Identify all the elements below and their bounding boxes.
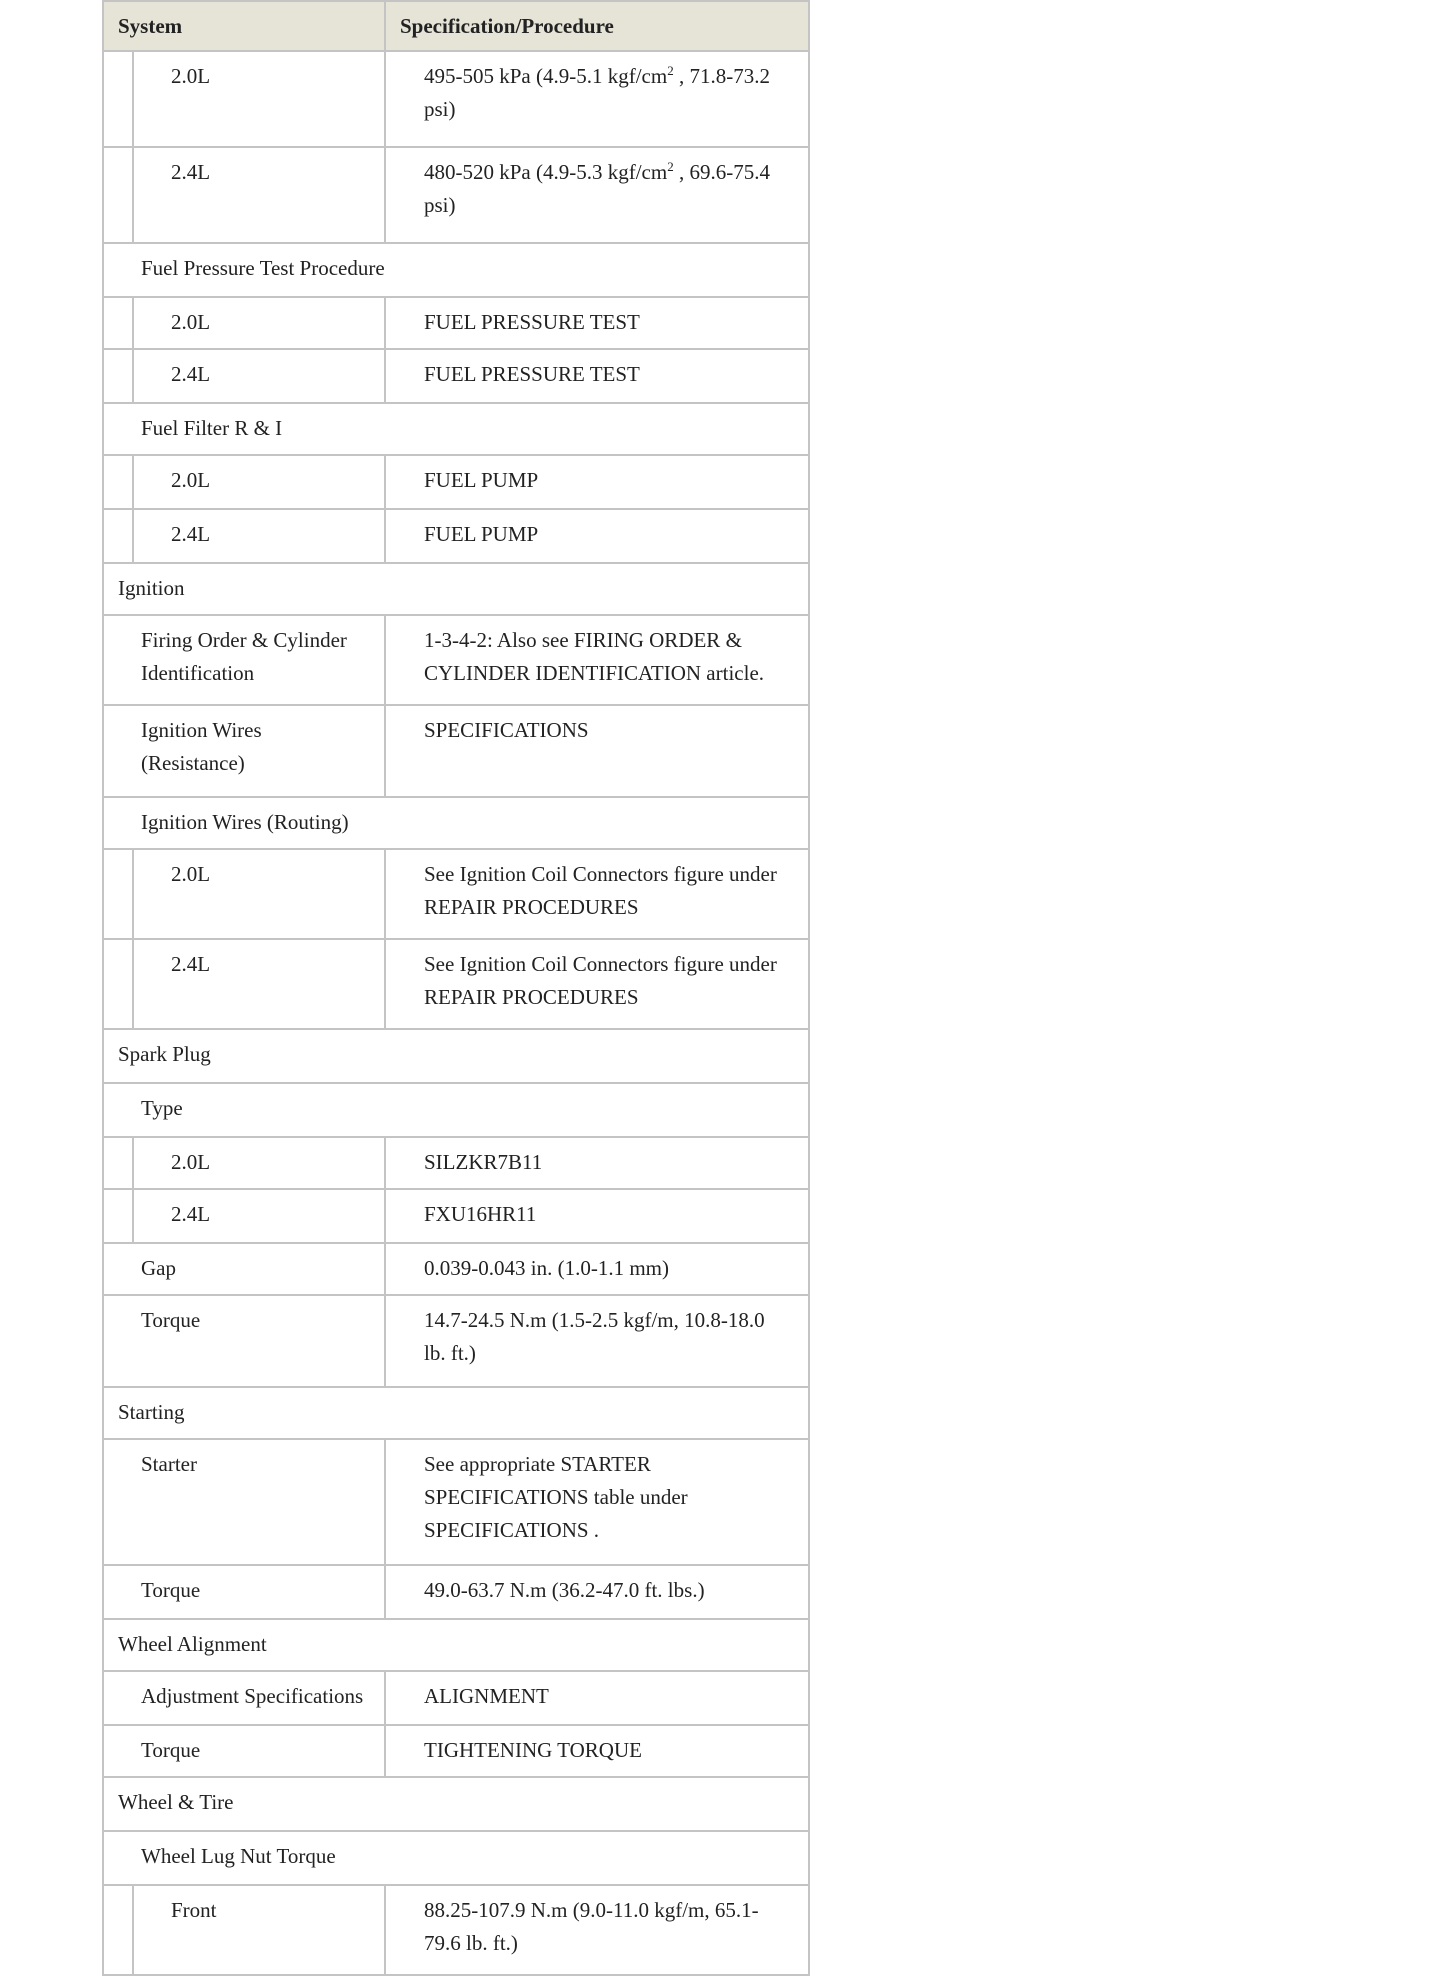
spec-value: 1-3-4-2: Also see FIRING ORDER & CYLINDER IDENTIFICATION article. [424,628,765,685]
spec-text: 480-520 kPa (4.9-5.3 kgf/cm [424,160,668,184]
spec-cell [385,147,809,243]
spec-value: FUEL PUMP [424,522,539,546]
spec-value: 14.7-24.5 N.m (1.5-2.5 kgf/m, 10.8-18.0 lb. ft.) [424,1308,765,1365]
system-label: 2.0L [171,468,211,492]
system-label: Wheel Lug Nut Torque [141,1844,336,1868]
table-section-row [103,797,809,849]
spec-cell [385,1243,809,1295]
system-cell [103,1083,809,1137]
table-row [103,455,809,509]
table-section-row [103,1029,809,1083]
system-label: Front [171,1898,217,1922]
system-label: 2.4L [171,522,211,546]
system-label: 2.4L [171,952,211,976]
system-label: Type [141,1096,183,1120]
system-label: Ignition Wires (Resistance) [141,718,262,775]
spec-table [102,0,810,1976]
system-cell [103,509,385,563]
system-cell [103,455,385,509]
table-section-row [103,403,809,455]
system-label: 2.4L [171,160,211,184]
system-cell [103,563,809,615]
spec-cell [385,1439,809,1565]
system-label: Spark Plug [118,1042,211,1066]
superscript: 2 [667,63,674,78]
spec-value: ALIGNMENT [424,1684,549,1708]
table-section-row [103,1387,809,1439]
table-row [103,705,809,797]
system-cell [103,939,385,1029]
table-body [103,51,809,1975]
superscript: 2 [667,159,674,174]
system-cell [103,1189,385,1243]
spec-value: FUEL PRESSURE TEST [424,310,640,334]
spec-cell [385,705,809,797]
spec-cell [385,1295,809,1387]
column-header-spec [385,1,809,51]
spec-value: FXU16HR11 [424,1202,537,1226]
spec-text: 495-505 kPa (4.9-5.1 kgf/cm [424,64,668,88]
table-row [103,51,809,147]
system-cell [103,1565,385,1619]
spec-value: See Ignition Coil Connectors figure under REPAIR PROCEDURES [424,952,777,1009]
spec-value [386,52,808,130]
system-cell [103,1777,809,1831]
system-label: Wheel Alignment [118,1632,267,1656]
system-label: 2.0L [171,64,211,88]
table-row [103,1885,809,1975]
table-row [103,509,809,563]
system-label: Torque [141,1308,201,1332]
table-row [103,147,809,243]
spec-value: FUEL PRESSURE TEST [424,362,640,386]
system-label: Torque [141,1738,201,1762]
spec-value: 0.039-0.043 in. (1.0-1.1 mm) [424,1256,669,1280]
system-label: Adjustment Specifications [141,1684,364,1708]
system-cell [103,1885,385,1975]
spec-cell [385,509,809,563]
spec-text: , 71.8-73.2 psi) [424,64,770,121]
system-label: Ignition Wires (Routing) [141,810,349,834]
system-label: 2.4L [171,1202,211,1226]
system-cell [103,349,385,403]
table-row [103,1137,809,1189]
system-cell [103,1295,385,1387]
system-label: Fuel Pressure Test Procedure [141,256,385,280]
spec-cell [385,849,809,939]
system-cell [103,147,385,243]
table-section-row [103,1831,809,1885]
system-cell [103,243,809,297]
system-cell [103,1831,809,1885]
table-row [103,1725,809,1777]
column-header-system-label: System [118,13,183,38]
table-row [103,1295,809,1387]
table-header-row [103,1,809,51]
table-section-row [103,1619,809,1671]
system-label: 2.0L [171,862,211,886]
system-cell [103,51,385,147]
spec-cell [385,1137,809,1189]
spec-value: See appropriate STARTER SPECIFICATIONS table under SPECIFICATIONS . [424,1452,688,1542]
system-label: Ignition [118,576,185,600]
system-cell [103,403,809,455]
system-label: 2.4L [171,362,211,386]
spec-cell [385,1189,809,1243]
system-label: 2.0L [171,310,211,334]
spec-value: 88.25-107.9 N.m (9.0-11.0 kgf/m, 65.1-79.6 lb. ft.) [424,1898,759,1955]
table-row [103,849,809,939]
column-header-spec-label: Specification/Procedure [400,13,614,38]
spec-cell [385,1671,809,1725]
system-label: Starter [141,1452,197,1476]
table-row [103,1565,809,1619]
system-cell [103,849,385,939]
system-label: 2.0L [171,1150,211,1174]
table-section-row [103,1083,809,1137]
spec-value: 49.0-63.7 N.m (36.2-47.0 ft. lbs.) [424,1578,705,1602]
system-cell [103,1029,809,1083]
spec-value: See Ignition Coil Connectors figure under REPAIR PROCEDURES [424,862,777,919]
system-cell [103,1137,385,1189]
spec-value: TIGHTENING TORQUE [424,1738,642,1762]
system-cell [103,615,385,705]
table-row [103,1243,809,1295]
table-section-row [103,243,809,297]
system-cell [103,1243,385,1295]
system-cell [103,1671,385,1725]
spec-cell [385,1565,809,1619]
system-label: Gap [141,1256,176,1280]
system-cell [103,705,385,797]
table-row [103,1671,809,1725]
spec-cell [385,1885,809,1975]
table-row [103,1439,809,1565]
table-row [103,349,809,403]
spec-cell [385,939,809,1029]
system-label: Wheel & Tire [118,1790,234,1814]
spec-value: FUEL PUMP [424,468,539,492]
table-row [103,939,809,1029]
system-cell [103,297,385,349]
spec-value: SPECIFICATIONS [424,718,589,742]
spec-cell [385,51,809,147]
table-section-row [103,1777,809,1831]
table-row [103,1189,809,1243]
system-cell [103,1387,809,1439]
spec-value: SILZKR7B11 [424,1150,543,1174]
spec-value [386,148,808,226]
spec-cell [385,297,809,349]
system-label: Fuel Filter R & I [141,416,283,440]
system-label: Firing Order & Cylinder Identification [141,628,347,685]
system-cell [103,1725,385,1777]
system-label: Torque [141,1578,201,1602]
table-row [103,297,809,349]
system-cell [103,1619,809,1671]
system-cell [103,1439,385,1565]
spec-text: , 69.6-75.4 psi) [424,160,770,217]
spec-cell [385,1725,809,1777]
table-row [103,615,809,705]
spec-cell [385,455,809,509]
system-cell [103,797,809,849]
table-section-row [103,563,809,615]
system-label: Starting [118,1400,185,1424]
spec-cell [385,615,809,705]
column-header-system [103,1,385,51]
spec-cell [385,349,809,403]
